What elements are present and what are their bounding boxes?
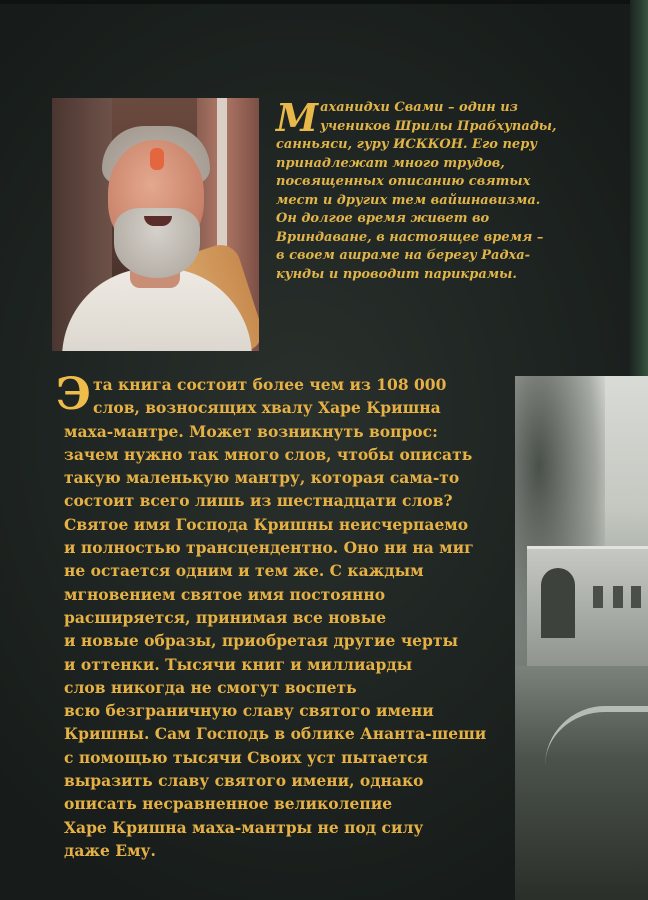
- bio-line: посвященных описанию святых: [276, 174, 531, 189]
- description-line: слов никогда не смогут воспеть: [64, 677, 357, 697]
- description-line: мгновением святое имя постоянно: [64, 584, 386, 604]
- bio-line: кунды и проводит парикрамы.: [276, 266, 517, 282]
- description-line: состоит всего лишь из шестнадцати слов?: [64, 491, 453, 511]
- description-line: Харе Кришна маха-мантры не под силу: [64, 817, 424, 837]
- description-line: всю безграничную славу святого имени: [64, 701, 434, 721]
- description-line: и новые образы, приобретая другие черты: [64, 631, 459, 651]
- description-line: маха-мантре. Может возникнуть вопрос:: [64, 421, 438, 441]
- description-line: та книга состоит более чем из 108 000: [93, 375, 447, 394]
- description-line: такую маленькую мантру, которая сама-то: [64, 468, 460, 488]
- description-line: зачем нужно так много слов, чтобы описать: [64, 444, 473, 464]
- description-line: слов, возносящих хвалу Харе Кришна: [93, 398, 441, 418]
- description-line: и оттенки. Тысячи книг и миллиарды: [64, 654, 413, 674]
- river-town-photo: [515, 376, 648, 900]
- book-description: [56, 369, 514, 862]
- description-line: даже Ему.: [64, 840, 156, 860]
- description-dropcap: Э: [56, 369, 91, 420]
- top-edge: [0, 0, 648, 4]
- description-line: описать несравненное великолепие: [64, 794, 393, 814]
- bio-dropcap: М: [276, 95, 319, 140]
- bio-line: принадлежат много трудов,: [276, 155, 505, 171]
- author-portrait-photo: [52, 98, 259, 351]
- bio-line: санньяси, гуру ИСККОН. Его перу: [276, 137, 538, 152]
- description-line: выразить славу святого имени, однако: [64, 771, 424, 791]
- description-line: Святое имя Господа Кришны неисчерпаемо: [64, 514, 469, 534]
- bio-line: аханидхи Свами – один из: [320, 100, 518, 115]
- description-line: с помощью тысячи Своих уст пытается: [64, 747, 428, 767]
- bio-line: учеников Шрилы Прабхупады,: [320, 118, 557, 134]
- bio-line: Вриндаване, в настоящее время –: [276, 229, 544, 245]
- description-line: и полностью трансцендентно. Оно ни на миг: [64, 538, 474, 558]
- author-bio: [276, 95, 596, 284]
- bio-line: в своем ашраме на берегу Радха-: [276, 248, 531, 263]
- description-line: расширяется, принимая все новые: [64, 607, 387, 627]
- description-line: Кришны. Сам Господь в облике Ананта-шеши: [64, 724, 487, 744]
- description-line: не остается одним и тем же. С каждым: [64, 561, 424, 581]
- bio-line: мест и других тем вайшнавизма.: [276, 192, 541, 208]
- bio-line: Он долгое время живет во: [276, 211, 490, 226]
